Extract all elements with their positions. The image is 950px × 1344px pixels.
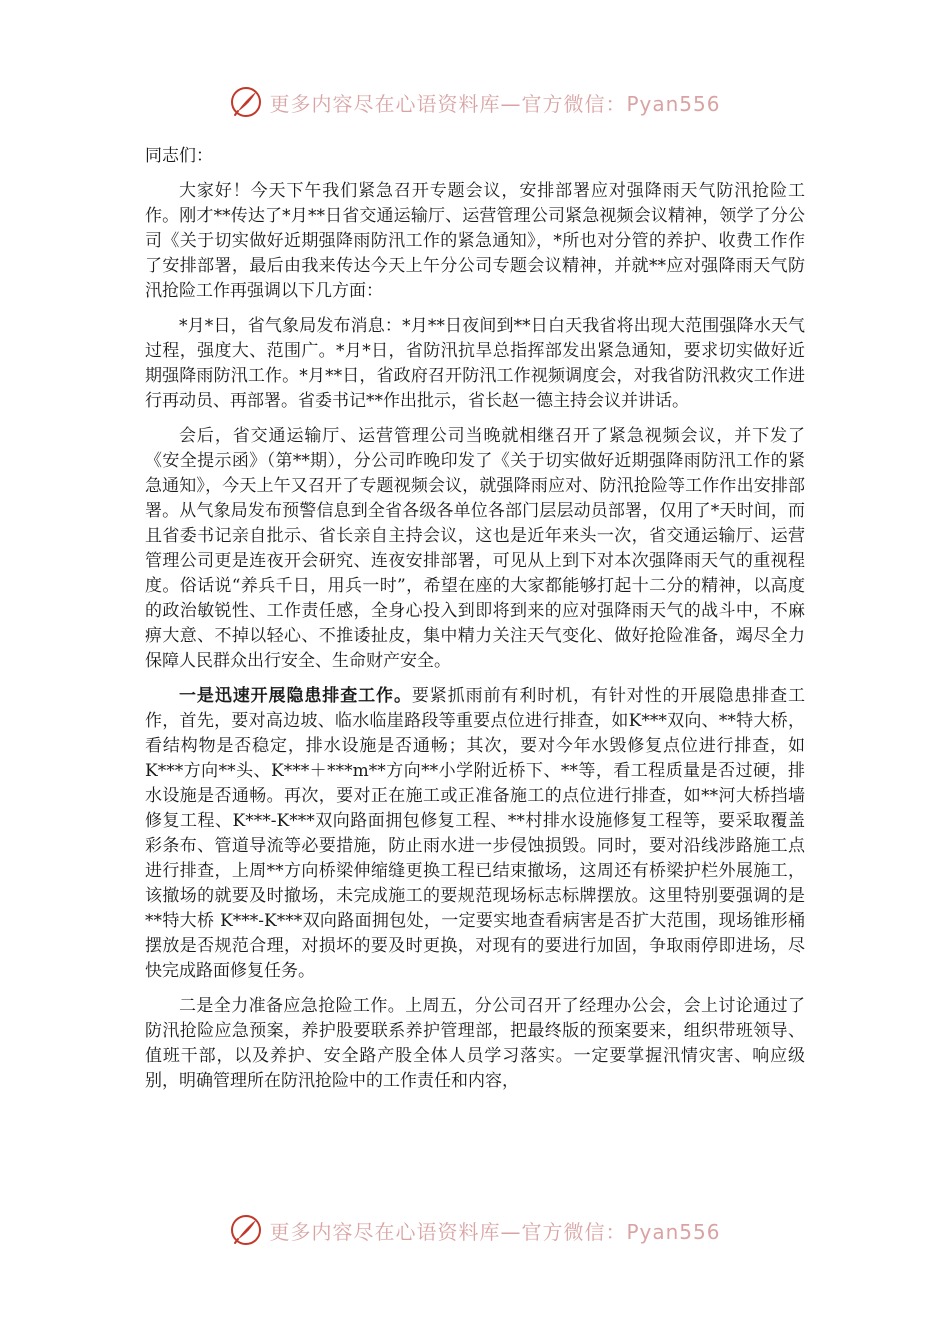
watermark-text: 更多内容尽在心语资料库—官方微信：Pyan556 <box>269 91 721 116</box>
paragraph-3 <box>145 424 805 674</box>
feather-pen-logo-icon <box>229 85 263 119</box>
paragraph-text: 大家好！今天下午我们紧急召开专题会议，安排部署应对强降雨天气防汛抢险工作。刚才**传达了*月**日省交通运输厅、运营管理公司紧急视频会议精神，领学了分公司《关于切实做好近期强降雨防汛工作的紧急通知》，*所也对分管的养护、收费工作作了安排部署，最后由我来传达今天上午分公司专题会议精神，并就**应对强降雨天气防汛抢险工作再强调以下几方面： <box>145 181 805 301</box>
paragraph-text: *月*日，省气象局发布消息：*月**日夜间到**日白天我省将出现大范围强降水天气过程，强度大、范围广。*月*日，省防汛抗旱总指挥部发出紧急通知，要求切实做好近期强降雨防汛工作。*月**日，省政府召开防汛工作视频调度会，对我省防汛救灾工作进行再动员、再部署。省委书记**作出批示，省长赵一德主持会议并讲话。 <box>145 316 805 411</box>
paragraph-1 <box>145 179 805 304</box>
watermark-header <box>0 80 950 124</box>
watermark-text: 更多内容尽在心语资料库—官方微信：Pyan556 <box>269 1219 721 1244</box>
salutation: 同志们： <box>145 146 213 166</box>
paragraph-5 <box>145 994 805 1094</box>
paragraph-text: 二是全力准备应急抢险工作。上周五，分公司召开了经理办公会，会上讨论通过了防汛抢险应急预案，养护股要联系养护管理部，把最终版的预案要来，组织带班领导、值班干部，以及养护、安全路产股全体人员学习落实。一定要掌握汛情灾害、响应级别，明确管理所在防汛抢险中的工作责任和内容， <box>145 996 805 1091</box>
watermark-footer <box>0 1208 950 1252</box>
paragraph-lead-heading: 一是迅速开展隐患排查工作。 <box>179 686 412 706</box>
paragraph-text: 要紧抓雨前有利时机，有针对性的开展隐患排查工作，首先，要对高边坡、临水临崖路段等重要点位进行排查，如K***双向、**特大桥，看结构物是否稳定，排水设施是否通畅；其次，要对今年水毁修复点位进行排查，如K***方向**头、K***＋***m**方向**小学附近桥下、**等，看工程质量是否过硬，排水设施是否通畅。再次，要对正在施工或正准备施工的点位进行排查，如**河大桥挡墙修复工程、K***-K***双向路面拥包修复工程、**村排水设施修复工程等，要采取覆盖彩条布、管道导流等必要措施，防止雨水进一步侵蚀损毁。同时，要对沿线涉路施工点进行排查，上周**方向桥梁伸缩缝更换工程已结束撤场，这周还有桥梁护栏外展施工，该撤场的就要及时撤场，未完成施工的要规范现场标志标牌摆放。这里特别要强调的是**特大桥 K***-K***双向路面拥包处，一定要实地查看病害是否扩大范围，现场锥形桶摆放是否规范合理，对损坏的要及时更换，对现有的要进行加固，争取雨停即进场，尽快完成路面修复任务。 <box>145 686 806 981</box>
document-body <box>145 144 805 1104</box>
paragraph-4 <box>145 684 805 984</box>
paragraph-text: 会后，省交通运输厅、运营管理公司当晚就相继召开了紧急视频会议，并下发了《安全提示函》（第**期），分公司昨晚印发了《关于切实做好近期强降雨防汛工作的紧急通知》，今天上午又召开了专题视频会议，就强降雨应对、防汛抢险等工作作出安排部署。从气象局发布预警信息到全省各级各单位各部门层层动员部署，仅用了*天时间，而且省委书记亲自批示、省长亲自主持会议，这也是近年来头一次，省交通运输厅、运营管理公司更是连夜开会研究、连夜安排部署，可见从上到下对本次强降雨天气的重视程度。俗话说“养兵千日，用兵一时”，希望在座的大家都能够打起十二分的精神，以高度的政治敏锐性、工作责任感，全身心投入到即将到来的应对强降雨天气的战斗中，不麻痹大意、不掉以轻心、不推诿扯皮，集中精力关注天气变化、做好抢险准备，竭尽全力保障人民群众出行安全、生命财产安全。 <box>145 426 805 671</box>
feather-pen-logo-icon <box>229 1213 263 1247</box>
paragraph-2 <box>145 314 805 414</box>
